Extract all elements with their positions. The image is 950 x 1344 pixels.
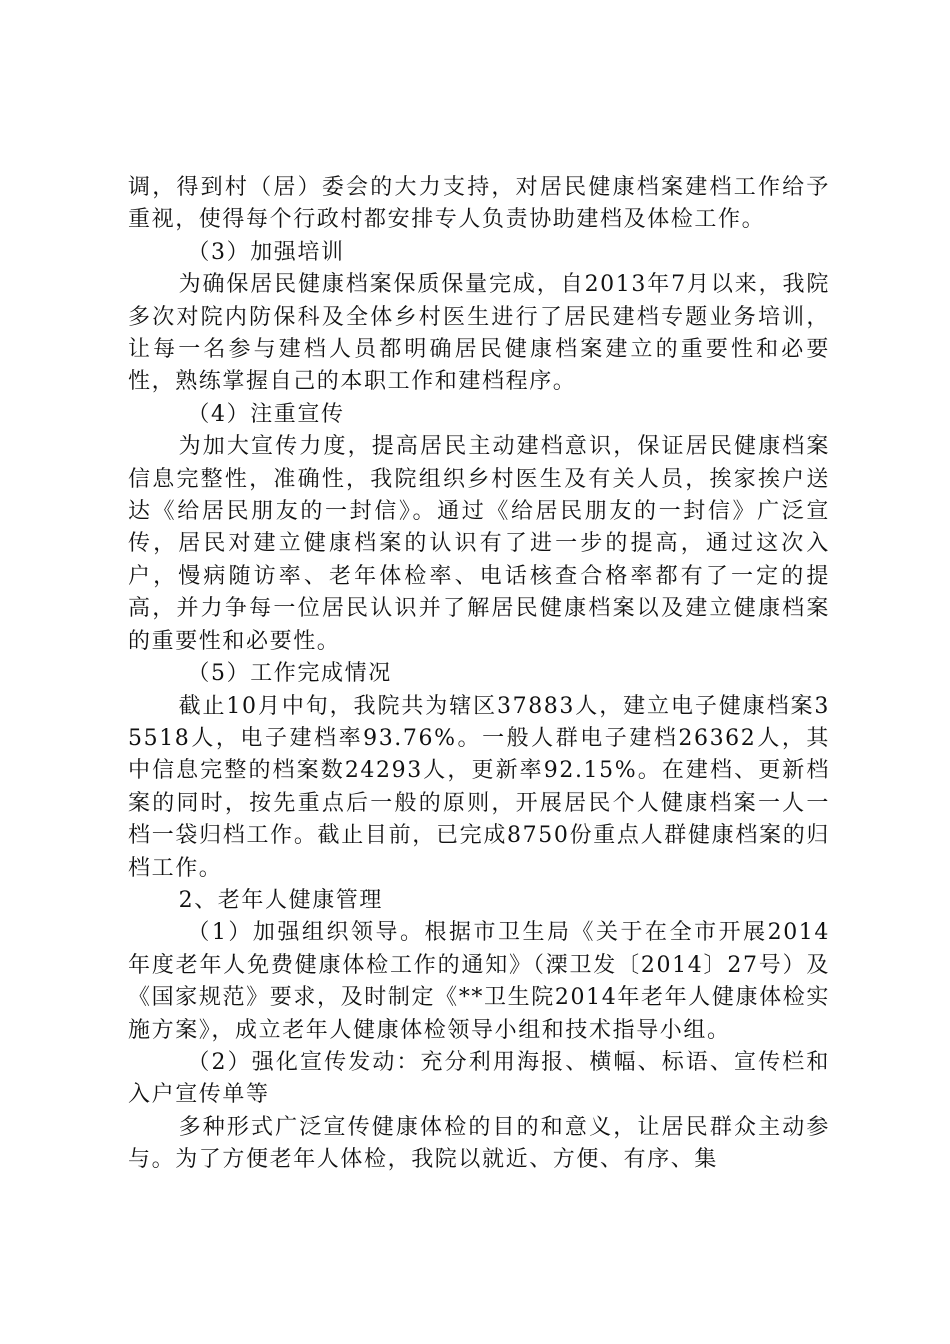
section-heading-completion: （5）工作完成情况 (187, 661, 392, 687)
section-heading-elderly-health: 2、老年人健康管理 (178, 887, 383, 913)
paragraph-training: 为确保居民健康档案保质保量完成，自2013年7月以来，我院多次对院内防保科及全体乡村医生进行了居民建档专题业务培训，让每一名参与建档人员都明确居民健康档案建立的重要性和必要性，熟练掌握自己的本职工作和建档程序。 (128, 272, 830, 395)
paragraph-continuation: 调，得到村（居）委会的大力支持，对居民健康档案建档工作给予重视，使得每个行政村都安排专人负责协助建档及体检工作。 (128, 175, 830, 233)
paragraph-promotion: 多种形式广泛宣传健康体检的目的和意义，让居民群众主动参与。为了方便老年人体检，我院以就近、方便、有序、集 (128, 1114, 830, 1173)
paragraph-mobilization: （2）强化宣传发动：充分利用海报、横幅、标语、宣传栏和入户宣传单等 (128, 1049, 830, 1108)
section-heading-training: （3）加强培训 (187, 239, 345, 265)
paragraph-publicity: 为加大宣传力度，提高居民主动建档意识，保证居民健康档案信息完整性，准确性，我院组织乡村医生及有关人员，挨家挨户送达《给居民朋友的一封信》。通过《给居民朋友的一封信》广泛宣传，居民对建立健康档案的认识有了进一步的提高，通过这次入户，慢病随访率、老年体检率、电话核查合格率都有了一定的提高，并力争每一位居民认识并了解居民健康档案以及建立健康档案的重要性和必要性。 (128, 434, 830, 654)
paragraph-organization: （1）加强组织领导。根据市卫生局《关于在全市开展2014年度老年人免费健康体检工作的通知》（溧卫发〔2014〕27号）及《国家规范》要求，及时制定《**卫生院2014年老年人健康体检实施方案》，成立老年人健康体检领导小组和技术指导小组。 (128, 920, 830, 1043)
paragraph-completion: 截止10月中旬，我院共为辖区37883人，建立电子健康档案35518人，电子建档率93.76%。一般人群电子建档26362人，其中信息完整的档案数24293人，更新率92.15%。在建档、更新档案的同时，按先重点后一般的原则，开展居民个人健康档案一人一档一袋归档工作。截止目前，已完成8750份重点人群健康档案的归档工作。 (128, 693, 830, 881)
section-heading-publicity: （4）注重宣传 (187, 401, 345, 427)
document-body (128, 172, 830, 1177)
